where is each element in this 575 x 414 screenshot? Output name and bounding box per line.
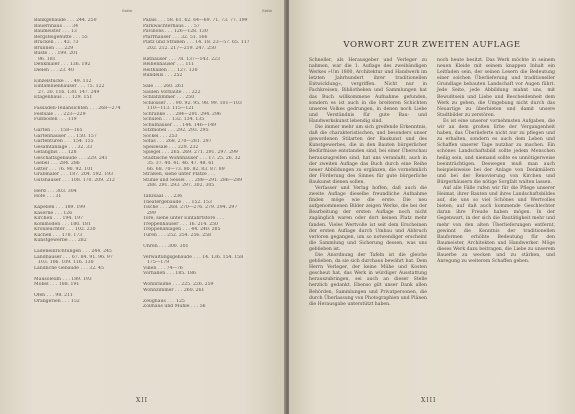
- index-leader-dots: . . .: [155, 139, 166, 144]
- index-entry-label: Möbel: [34, 282, 49, 287]
- index-entry-pages: 14. 18. 23—57. 65. 117: [195, 40, 250, 45]
- index-entry-pages: 57: [193, 23, 200, 29]
- index-leader-dots: . . .: [50, 128, 61, 133]
- index-entry-pages: 90. 92. 95. 98. 99. 101—103: [175, 100, 242, 106]
- index-leader-dots: . . .: [57, 150, 68, 155]
- index-entry-pages: 66. 68. 70—73. 80. 82. 83. 87. 89: [147, 166, 225, 172]
- index-leader-dots: . . .: [153, 84, 164, 89]
- index-entry-label: Baumeister: [34, 29, 61, 34]
- index-entry-label: Zeughaus: [143, 298, 166, 304]
- index-entry-label: Rathäuser: [143, 56, 168, 62]
- page-number-left: XII: [136, 397, 149, 404]
- index-leader-dots: . . .: [52, 216, 63, 221]
- index-entry-pages: 187. 204. 192. 193: [69, 172, 114, 177]
- index-leader-dots: . . .: [67, 144, 78, 150]
- preface-title: VORWORT ZUR ZWEITEN AUFLAGE: [343, 40, 521, 50]
- index-entry-label: Gitter: [34, 166, 48, 172]
- index-entry-label: Kronleuchter: [34, 227, 65, 232]
- index-entry-pages: 303. 304: [56, 188, 77, 194]
- index-entry-pages: 58. 61. 62. 64—69. 71. 73. 77. 199: [166, 18, 248, 23]
- index-leader-dots: . . .: [76, 155, 88, 161]
- index-leader-dots: . . .: [65, 18, 77, 23]
- index-entry: [34, 299, 134, 305]
- index-entry-pages: 244. 250: [76, 18, 97, 23]
- index-entry-pages: 222: [191, 89, 201, 95]
- index-entry-label: Verwaltungsgebäude: [143, 254, 192, 260]
- index-entry-label: Grabmäler: [34, 172, 60, 177]
- index-entry-label: Orangerien: [34, 298, 61, 304]
- index-leader-dots: . . .: [173, 287, 184, 293]
- index-entry-label: Pfarrhäuser: [143, 34, 171, 40]
- preface-paragraph: Schneller, als Herausgeber und Verleger zu nahmen, war die 1. Auflage des zweibändigen Werkes »Um 1800, Architektur und Handwerk im letzten Jahrhundert ihrer traditionellen Entwicklung«, vergriffen. Nicht nur in Fachkreisen, Bibliotheken und Sammlungen hat das Buch willkommene Aufnahme gefunden, sondern es ist auch in die breiteren Schichten unseres Volkes gedrungen, in denen noch Liebe und Verständnis für gute Bau- und Handwerkskunst lebendig sind.: [309, 58, 427, 124]
- index-entry-label: Einfamilienhäuser: [34, 84, 77, 89]
- index-leader-dots: . . .: [62, 139, 74, 144]
- index-entry-pages: 136. 192: [69, 62, 91, 67]
- index-entry-pages: 154. 155: [73, 139, 94, 144]
- index-leader-dots: . . .: [67, 238, 78, 243]
- index-leader-dots: . . .: [60, 298, 71, 304]
- index-entry-pages: 170. 173: [61, 232, 83, 238]
- index-entry-label: Straßen, siehe unter Plätze: [143, 172, 207, 177]
- index-leader-dots: . . .: [160, 150, 171, 155]
- index-entry-label: Gefängnis: [34, 150, 58, 155]
- index-entry-label: Sockel: [143, 133, 159, 139]
- index-entry-pages: 32. 33: [77, 144, 93, 150]
- index-entry-pages: 32. 51. 166: [181, 34, 208, 40]
- index-entry-label: Höfe: [34, 194, 46, 199]
- index-entry-pages: 252. 254. 256. 258: [167, 232, 211, 238]
- index-entry-label: Öfen: [34, 293, 46, 298]
- index-leader-dots: . . .: [191, 254, 203, 260]
- index-leader-dots: . . .: [156, 18, 167, 23]
- index-entry-label: Stühle und Sessel: [143, 177, 185, 183]
- index-entry-label: Schlafzimmer: [143, 95, 176, 100]
- index-entry-pages: 44. 240. 285: [191, 227, 221, 232]
- index-entry-label: Türen: [143, 232, 157, 238]
- index-entry-pages: 126: [63, 210, 73, 216]
- index-entry-pages: 284—291. 294. 296: [175, 111, 221, 117]
- index-entry-label: Geschäftsgebäude: [34, 155, 77, 161]
- index-entry-pages: 158—165: [60, 128, 83, 133]
- index-leader-dots: . . .: [163, 194, 174, 199]
- index-entry-label: Rundells: [143, 73, 164, 78]
- index-leader-dots: . . .: [183, 23, 194, 29]
- index-entry-label: Schulhäuser: [143, 122, 173, 128]
- index-leader-dots: . . .: [45, 188, 57, 194]
- index-entry-pages: 188. 191: [58, 282, 80, 287]
- index-entry-pages: 31: [55, 194, 62, 199]
- index-entry-pages: 288—291. 286—289: [194, 177, 243, 183]
- index-entry-pages: 129. 151: [71, 95, 93, 100]
- index-entry-pages: 300. 301: [167, 243, 189, 249]
- index-leader-dots: . . .: [158, 205, 169, 210]
- index-entry-pages: 299: [147, 210, 156, 216]
- index-entry-label: Landhäuser: [34, 254, 62, 260]
- index-entry-label: Speisesäle: [143, 144, 168, 150]
- index-leader-dots: . . .: [178, 221, 189, 227]
- index-leader-dots: . . .: [88, 106, 99, 111]
- index-leader-dots: . . .: [45, 194, 56, 199]
- index-leader-dots: . . .: [198, 155, 209, 161]
- index-leader-dots: . . .: [165, 271, 176, 276]
- index-entry-label: Brücken: [34, 40, 54, 45]
- index-entry-label: Bauernhaus: [34, 23, 62, 29]
- index-entry-pages: 223—229: [63, 111, 86, 117]
- index-entry-pages: 96. 181: [38, 56, 56, 62]
- index-entry-pages: 35. 37. 40. 41. 46. 47. 48. 61: [147, 161, 215, 166]
- index-entry-label: Tanzsaal: [143, 194, 164, 199]
- index-leader-dots: . . .: [163, 73, 174, 78]
- index-entry-label: Spiegel: [143, 150, 161, 155]
- index-leader-dots: . . .: [47, 166, 58, 172]
- index-leader-dots: . . .: [165, 298, 177, 304]
- index-entry-label: Parkwächterhaus: [143, 23, 184, 29]
- column-header-left: Seite: [122, 8, 133, 13]
- index-leader-dots: . . .: [60, 177, 71, 183]
- index-entry-pages: 252: [173, 73, 183, 78]
- index-entry-pages: 202. 212. 217—219. 247. 250: [147, 45, 216, 51]
- index-leader-dots: . . .: [61, 254, 72, 260]
- index-entry-label: Zollhaus und Mühle: [143, 304, 190, 309]
- index-entry-label: Büste: [34, 51, 48, 56]
- index-entry-pages: 13: [70, 29, 77, 34]
- index-leader-dots: . . .: [189, 304, 200, 309]
- index-leader-dots: . . .: [48, 282, 59, 287]
- left-page-index: [0, 0, 286, 414]
- index-leader-dots: . . .: [161, 117, 173, 122]
- index-entry-label: Städtische Wohnhäuser: [143, 155, 199, 161]
- index-entry-label: Garten: [34, 128, 51, 133]
- index-entry-pages: 199. 201: [57, 51, 78, 56]
- index-entry-label: Festsäle: [34, 111, 54, 117]
- index-entry-pages: 250: [185, 95, 195, 100]
- index-entry-pages: 111: [185, 62, 195, 67]
- index-entry-label: Gartentüren: [34, 139, 63, 144]
- index-entry-pages: 56: [199, 304, 206, 309]
- index-leader-dots: . . .: [54, 45, 65, 51]
- index-entry-label: Gesamtanlage: [34, 144, 68, 150]
- index-leader-dots: . . .: [49, 161, 60, 166]
- index-leader-dots: . . .: [54, 205, 65, 210]
- index-entry-pages: 265. 269. 271. 291. 297. 299: [170, 150, 238, 155]
- index-leader-dots: . . .: [167, 56, 178, 62]
- index-entry-pages: 14. 136. 154. 158: [202, 254, 244, 260]
- index-leader-dots: . . .: [63, 78, 74, 84]
- index-leader-dots: . . .: [184, 177, 195, 183]
- index-entry-label: Küchen: [34, 232, 52, 238]
- index-entry-pages: 282: [77, 238, 87, 243]
- preface-paragraph: noch heute besitzt. Das Werk möchte in seinem neuen Kleide mit seinem knappen Inhalt ein Leitfaden sein, der seinen Lesern die Bedeutung einer solchen Überlieferung und traditioneller Grundlage bebauten Landschaft vor Augen führt. Jede Seite, jede Abbildung mahnt uns, mit Bewußtsein und Liebe und Bescheidenheit dem Werk zu geben, die Umgebung nicht durch das Neuartige zu überbieten und damit unsere Stadtbilder zu zerstören.: [437, 58, 555, 118]
- index-leader-dots: . . .: [170, 34, 182, 40]
- preface-paragraph: Verfasser und Verlag hoffen, daß auch die zweite Auflage dieselbe freundliche Aufnahme finden möge wie die erste. Die neu aufgenommenen Bilder zeigen Werke, die bei der Bearbeitung der ersten Auflage noch nicht zugänglich waren oder dort keinen Platz mehr fanden. Vieles Wertvolle ist seit dem Erscheinen der ersten Auflage durch Umbau und Abbruch verloren gegangen, um so notwendiger erscheint die Sammlung und Sicherung dessen, was uns geblieben ist.: [309, 185, 427, 252]
- index-leader-dots: . . .: [49, 67, 60, 73]
- preface-column-2: [437, 58, 555, 265]
- index-entry-pages: 268. 270—276. 279. 294. 297: [168, 205, 238, 210]
- index-entry-pages: 194. 197: [62, 216, 84, 221]
- index-entry-pages: 119: [67, 117, 77, 122]
- index-entry-pages: 152: [70, 298, 80, 304]
- index-entry-pages: 110—113. 115—121: [147, 106, 195, 111]
- index-entry-pages: 27. 30. 116. 130. 147. 249: [38, 89, 100, 95]
- index-leader-dots: . . .: [61, 23, 73, 29]
- index-entry-pages: 49. 112: [73, 78, 92, 84]
- index-entry-pages: 229: [64, 45, 74, 51]
- index-entry-label: Schränke: [143, 111, 166, 117]
- index-entry-label: Bankgebäude: [34, 18, 66, 23]
- index-entry-label: Dielen: [34, 67, 50, 73]
- index-entry-label: Villen: [143, 265, 157, 271]
- index-entry-label: Wohnzimmer: [143, 287, 174, 293]
- index-leader-dots: . . .: [81, 249, 92, 254]
- index-leader-dots: . . .: [60, 29, 71, 34]
- index-entry-label: Vorhallen: [143, 271, 166, 276]
- index-leader-dots: . . .: [181, 227, 192, 232]
- index-entry-label: Gartenhäuser: [34, 133, 67, 139]
- index-entry-pages: 32. 45: [89, 265, 104, 271]
- index-entry-pages: 229. 232: [177, 144, 199, 150]
- index-leader-dots: . . .: [61, 276, 72, 282]
- preface-column-1: [309, 58, 427, 308]
- index-entry-pages: 229. 241: [87, 155, 108, 161]
- index-entry-label: Etagenhaus: [34, 95, 62, 100]
- index-leader-dots: . . .: [175, 95, 186, 100]
- index-entry-label: Uhren: [143, 243, 158, 249]
- index-entry-label: Tische: [143, 205, 159, 210]
- index-entry-label: Mausoleum: [34, 276, 62, 282]
- index-leader-dots: . . .: [51, 232, 62, 238]
- index-entry-pages: 185. 186: [175, 271, 196, 276]
- index-entry-pages: 150. 157: [76, 133, 97, 139]
- index-entry-label: Säle: [143, 84, 154, 89]
- index-leader-dots: . . .: [172, 122, 183, 128]
- index-entry-label: Tore, siehe unter Einfahrtstore: [143, 216, 216, 221]
- index-leader-dots: . . .: [181, 89, 192, 95]
- index-entry-label: Brunnen: [34, 45, 55, 51]
- index-entry-label: Säulen Vorbaute: [143, 89, 182, 95]
- index-entry-label: Gutshäuser: [34, 177, 61, 183]
- index-entry-label: Kapellen: [34, 205, 55, 210]
- index-entry-label: Palais: [143, 18, 157, 23]
- index-entry-pages: 260. 261: [183, 287, 205, 293]
- index-leader-dots: . . .: [185, 40, 196, 45]
- index-entry-label: Reihenhäuser: [143, 62, 176, 67]
- index-entry-pages: 268. 270—281. 297: [165, 139, 212, 144]
- index-entry-label: Denkmäler: [34, 62, 60, 67]
- index-entry: [143, 304, 271, 310]
- index-entry-pages: 253: [168, 133, 178, 139]
- index-entry-pages: 78. 137—143. 223: [177, 56, 220, 62]
- index-entry-pages: 75. 122: [86, 84, 105, 89]
- index-entry-pages: 292. 293. 295: [176, 128, 209, 133]
- preface-paragraph: Die immer mehr um sich greifende Erkenntnis, daß die charakteristischen, und besonders unser gewordenen Stilarten der Baukunst und des Kunstgewerbes, die in den Bauten bürgerlicher Bedürfnisse entstanden sind, bei einer Überschau herauszugreifen sind, hat uns veranlaßt, auch in der zweiten Auflage das Buch durch eine Reihe neuer Abbildungen zu ergänzen, die vornehmlich der Förderung des Sinnes für gute bürgerliche Baukunst dienen sollen.: [309, 125, 427, 185]
- index-leader-dots: . . .: [165, 111, 176, 117]
- index-leader-dots: . . .: [158, 133, 169, 139]
- index-entry-label: Treppenhäuser: [143, 221, 179, 227]
- index-entry-label: Ladeneinrichtungen: [34, 249, 82, 254]
- index-leader-dots: . . .: [47, 51, 58, 56]
- index-entry-pages: 244. 245: [91, 249, 112, 254]
- index-entry-label: Bergsteigehütte: [34, 34, 72, 40]
- index-entry-pages: 189. 193: [71, 276, 92, 282]
- index-leader-dots: . . .: [57, 117, 68, 122]
- index-leader-dots: . . .: [156, 232, 168, 238]
- index-entry-label: Reithallen: [143, 67, 167, 73]
- index-entry-pages: 284. 286: [59, 161, 80, 166]
- index-column-2: [143, 18, 271, 310]
- index-leader-dots: . . .: [175, 62, 186, 67]
- preface-paragraph: Die Anordnung der Tafeln ist die gleiche geblieben, da sie sich durchaus bewährt hat. Dem Herrn Verleger, der keine Mühe und Kosten gescheut hat, das Werk in würdiger Ausstattung herauszubringen, sei auch an dieser Stelle herzlich gedankt. Ebenso gilt unser Dank allen Behörden, Sammlungen und Privatpersonen, die durch Überlassung von Photographien und Plänen die Herausgabe unterstützt haben.: [309, 253, 427, 307]
- index-leader-dots: . . .: [53, 111, 64, 117]
- index-leader-dots: . . .: [79, 265, 90, 271]
- index-leader-dots: . . .: [61, 95, 72, 100]
- index-leader-dots: . . .: [215, 216, 224, 221]
- index-leader-dots: . . .: [71, 34, 82, 40]
- index-entry-pages: 125: [176, 298, 185, 304]
- index-leader-dots: . . .: [59, 172, 70, 177]
- index-entry-pages: 260. 261: [163, 84, 184, 89]
- index-entry-pages: 127. 130: [177, 67, 198, 73]
- index-entry-pages: 23. 40: [59, 67, 74, 73]
- index-leader-dots: . . .: [167, 144, 178, 150]
- index-entry-pages: 144. 146—149: [182, 122, 217, 128]
- index-entry-label: Kunstgewerbe: [34, 238, 68, 243]
- index-entry-label: Sitzmöbel: [143, 128, 167, 133]
- index-entry-label: Kommoden: [34, 221, 61, 227]
- index-entry-pages: 17. 25. 26. 32: [208, 155, 241, 161]
- index-column-1: [34, 18, 134, 304]
- index-entry-pages: 55: [81, 34, 88, 40]
- index-entry-label: Schlösser: [143, 100, 166, 106]
- column-header-right: Seite: [262, 8, 273, 13]
- index-leader-dots: . . .: [66, 133, 77, 139]
- index-entry-pages: 132. 134. 135: [172, 117, 205, 122]
- index-entry-label: Platz und Straßen: [143, 40, 186, 45]
- index-entry-pages: 43. 73: [63, 40, 79, 45]
- index-entry-label: Fassaden-Teilansichten: [34, 106, 89, 111]
- index-leader-dots: . . .: [156, 265, 167, 271]
- index-leader-dots: . . .: [181, 199, 192, 205]
- index-leader-dots: . . .: [206, 172, 216, 177]
- index-entry-pages: 175—179: [147, 260, 170, 265]
- index-entry-pages: 236: [173, 194, 183, 199]
- index-entry-label: Ländliche Gebäude: [34, 265, 80, 271]
- index-leader-dots: . . .: [64, 227, 76, 232]
- index-leader-dots: . . .: [59, 62, 70, 67]
- index-entry-pages: 16. 214. 250: [188, 221, 218, 227]
- page-number-right: XIII: [421, 397, 437, 404]
- preface-paragraph: Es ist eine unserer vornehmsten Aufgaben, die wir an dem großen Erbe der Vergangenheit haben, das Überlieferte nicht nur zu pflegen und zu erhalten, sondern es auch dem Leben und Schaffen unserer Tage nutzbar zu machen. Ein schönes Landschaftsbild sollte jedem Menschen heilig sein, und niemand sollte es unnötigerweise beeinträchtigen. Deswegen muß man auch beispielsweise bei der Anlage von Denkmälern und bei der Renovierung von Kirchen und Bürgerhäusern die nötige Sorgfalt walten lassen.: [437, 118, 555, 185]
- index-leader-dots: . . .: [60, 221, 71, 227]
- index-leader-dots: . . .: [53, 210, 64, 216]
- index-entry-pages: 189. 199: [64, 205, 86, 210]
- index-entry-label: Theatergebäude: [143, 199, 182, 205]
- index-entry-pages: 288. 291. 293. 297. 302. 305: [147, 183, 215, 188]
- right-page-preface: [289, 0, 575, 414]
- index-entry-label: Kaserne: [34, 210, 54, 216]
- index-entry-pages: 268—274: [98, 106, 121, 111]
- index-entry-pages: 102. 230: [75, 227, 96, 232]
- index-leader-dots: . . .: [45, 293, 56, 298]
- index-leader-dots: . . .: [76, 84, 87, 89]
- index-entry-pages: 225. 226. 259: [181, 282, 214, 287]
- index-entry-label: Kirchen: [34, 216, 53, 221]
- index-entry-pages: 74—76: [166, 265, 183, 271]
- index-entry-pages: 76. 90. 92. 101: [57, 166, 94, 172]
- preface-paragraph: Auf alle Fälle rufen wir für die Pflege unserer Heimat, ihrer Bauten und ihres Landschaftsbildes auf, die uns so viel Schönes und Wertvolles bieten, auf daß auch kommende Geschlechter daran ihre Freude haben mögen. In der Gegenwart, in der sich die Bautätigkeit mehr und mehr von den alten Überlieferungen entfernt, gewinnt die Kenntnis der traditionellen Bauformen erhöhte Bedeutung für den Baumeister, Architekten und Handwerker. Möge dieses Werk dazu beitragen, die Liebe zu unserem Bauerbe zu wecken und zu stärken, und Anregung zu weiterem Schaffen geben.: [437, 185, 555, 265]
- index-leader-dots: . . .: [157, 243, 168, 249]
- index-entry-pages: 98. 211: [55, 293, 73, 298]
- index-entry-label: Schulen: [143, 117, 162, 122]
- index-entry-label: Fußboden: [34, 117, 58, 122]
- index-entry-label: Pavillons: [143, 29, 164, 34]
- index-entry-label: Herd: [34, 188, 46, 194]
- index-entry-pages: 67. 84. 91. 96. 97: [71, 254, 113, 260]
- index-entry-pages: 128: [67, 150, 77, 155]
- index-entry-label: Sofas: [143, 139, 156, 144]
- index-leader-dots: . . .: [171, 282, 182, 287]
- index-entry-label: Giebel: [34, 161, 49, 166]
- index-entry-pages: 126—128. 130: [173, 29, 208, 34]
- index-leader-dots: . . .: [165, 100, 176, 106]
- index-entry-pages: 108. 170. 209. 212: [71, 177, 115, 183]
- index-entry-pages: 34: [72, 23, 79, 29]
- index-entry-label: Einzelstücke: [34, 78, 64, 84]
- index-entry-label: Wohnräume: [143, 282, 172, 287]
- index-leader-dots: . . .: [166, 128, 177, 133]
- index-leader-dots: . . .: [53, 40, 64, 45]
- index-leader-dots: . . .: [163, 29, 174, 34]
- index-entry-label: Treppenanlagen: [143, 227, 182, 232]
- index-entry-pages: 103. 106. 109. 116. 130: [38, 260, 94, 265]
- index-entry-pages: 180. 181: [70, 221, 91, 227]
- index-leader-dots: . . .: [166, 67, 178, 73]
- index-entry-pages: 152. 153: [191, 199, 212, 205]
